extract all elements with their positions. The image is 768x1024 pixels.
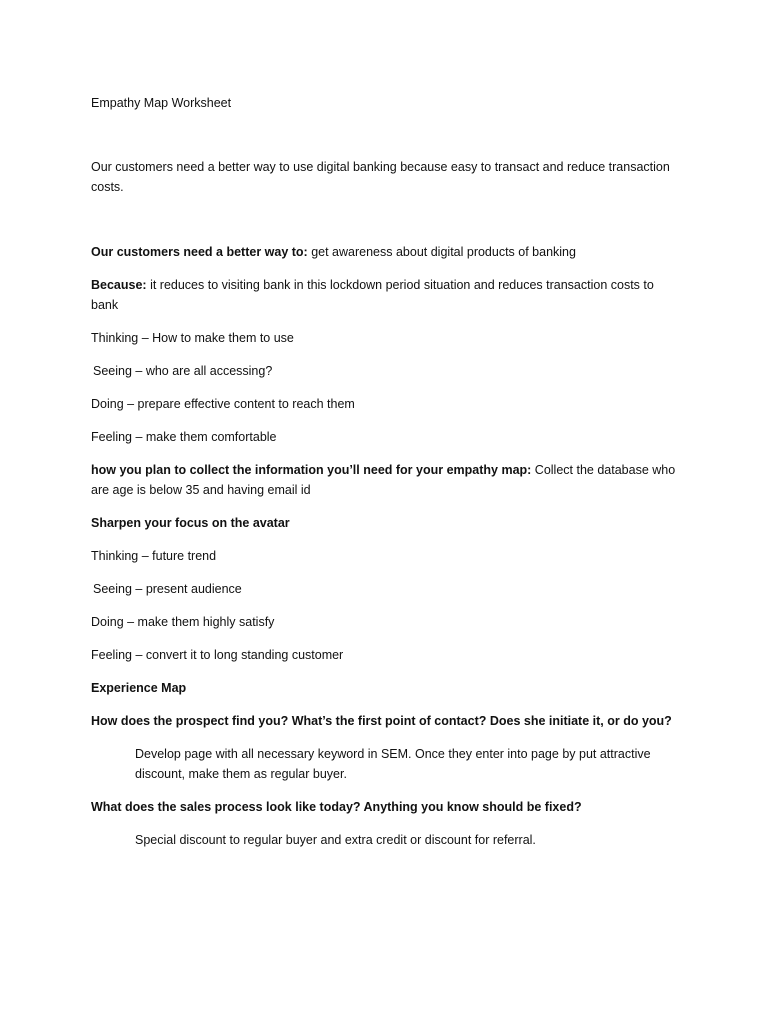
document-page	[91, 93, 681, 863]
empathy-seeing-1: Seeing – who are all accessing?	[93, 364, 273, 378]
because-paragraph	[91, 275, 681, 315]
intro-paragraph: Our customers need a better way to use digital banking because easy to transact and reduce transaction costs.	[91, 160, 670, 194]
collect-label: how you plan to collect the information you’ll need for your empathy map:	[91, 463, 532, 477]
answer-1: Develop page with all necessary keyword in SEM. Once they enter into page by put attractive discount, make them as regular buyer.	[135, 747, 651, 781]
empathy-doing-1: Doing – prepare effective content to reach them	[91, 397, 355, 411]
better-way-text: get awareness about digital products of banking	[307, 245, 576, 259]
experience-heading: Experience Map	[91, 681, 187, 695]
question-2: What does the sales process look like today? Anything you know should be fixed?	[91, 800, 582, 814]
empathy-thinking-1: Thinking – How to make them to use	[91, 331, 294, 345]
collect-text: Collect the database who are age is below 35 and having email id	[91, 463, 676, 497]
answer-2: Special discount to regular buyer and extra credit or discount for referral.	[135, 833, 536, 847]
document-title: Empathy Map Worksheet	[91, 96, 232, 110]
empathy-feeling-2: Feeling – convert it to long standing customer	[91, 648, 344, 662]
question-1: How does the prospect find you? What’s the first point of contact? Does she initiate it, or do you?	[91, 714, 672, 728]
empathy-thinking-2: Thinking – future trend	[91, 549, 217, 563]
because-label: Because:	[91, 278, 147, 292]
empathy-feeling-1: Feeling – make them comfortable	[91, 430, 277, 444]
empathy-doing-2: Doing – make them highly satisfy	[91, 615, 275, 629]
empathy-seeing-2: Seeing – present audience	[93, 582, 242, 596]
collect-paragraph	[91, 460, 681, 500]
because-text: it reduces to visiting bank in this lockdown period situation and reduces transaction costs to bank	[91, 278, 654, 312]
better-way-label: Our customers need a better way to:	[91, 245, 308, 259]
better-way-paragraph	[91, 242, 681, 262]
avatar-heading: Sharpen your focus on the avatar	[91, 516, 290, 530]
